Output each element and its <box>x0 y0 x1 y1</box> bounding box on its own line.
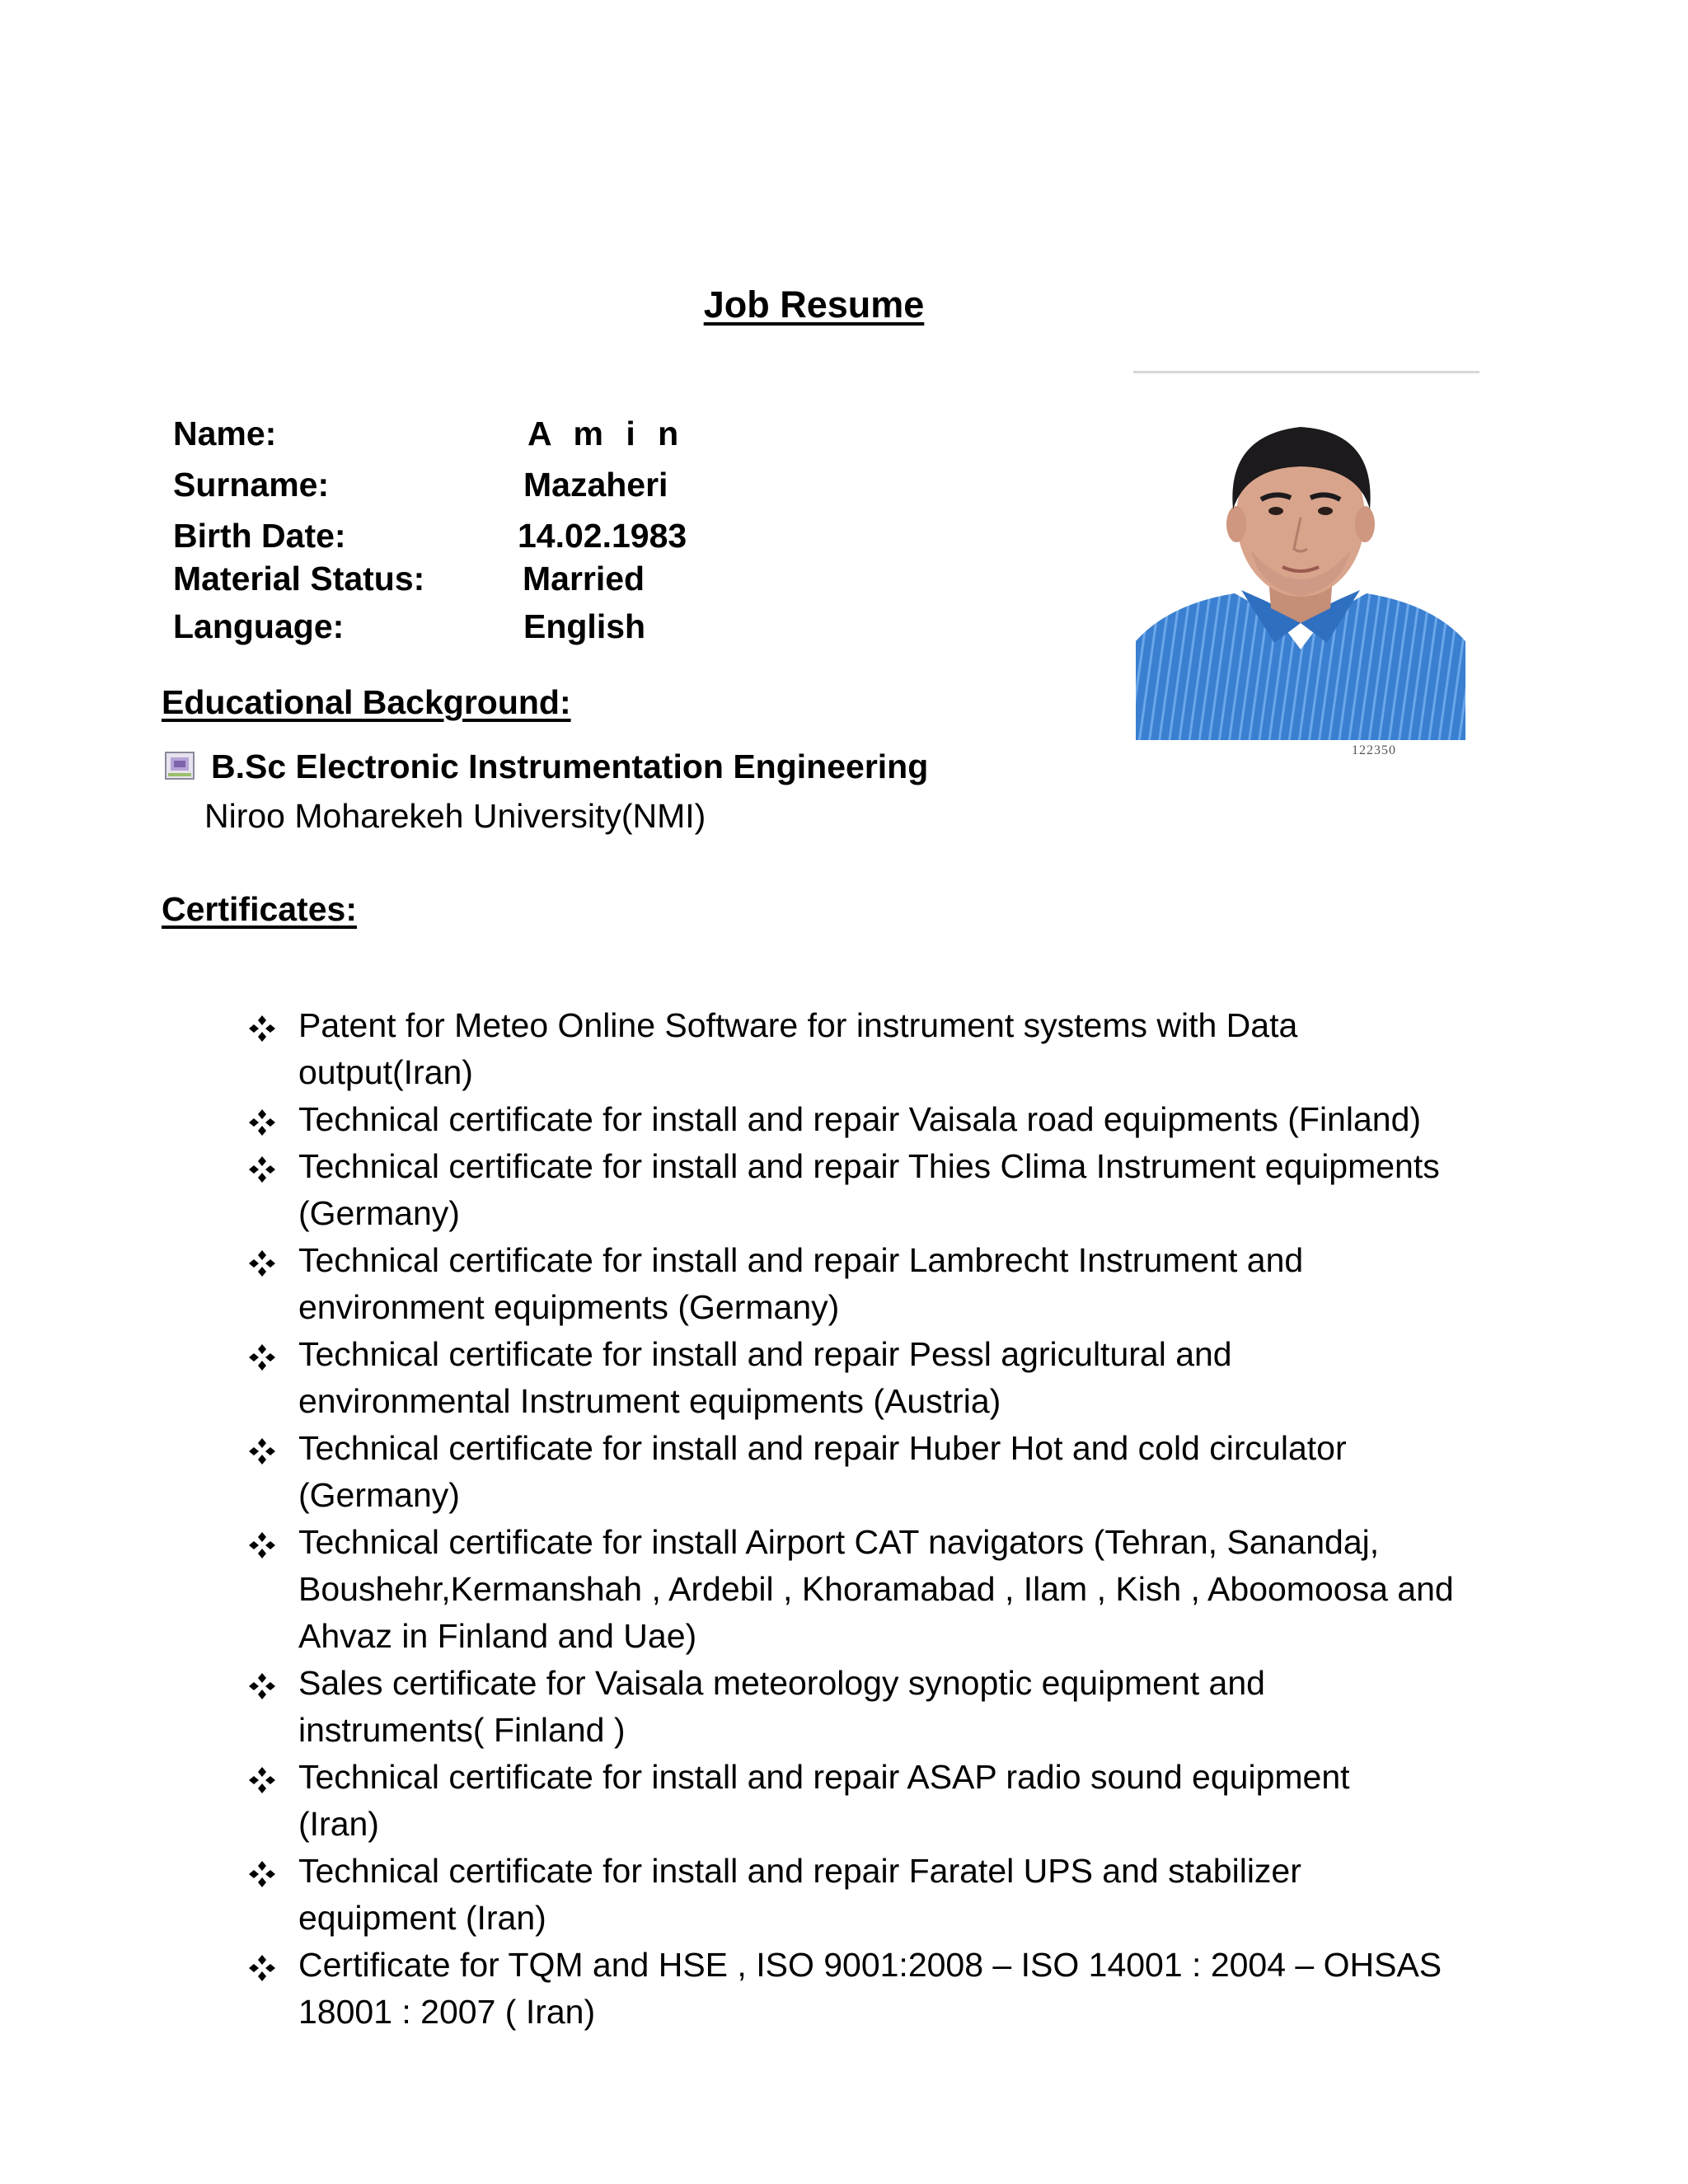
diamond-bullet-icon <box>247 1249 277 1278</box>
education-heading: Educational Background: <box>162 683 571 721</box>
language-value: English <box>523 607 646 645</box>
diamond-bullet-icon <box>247 1436 277 1466</box>
certificate-line-1: Technical certificate for install and repair Pessl agricultural and <box>298 1335 1232 1373</box>
certificate-item <box>247 1425 1533 1519</box>
certificate-item <box>247 1143 1533 1237</box>
certificate-line-2: (Germany) <box>298 1476 460 1514</box>
certificate-line-2: output(Iran) <box>298 1053 473 1091</box>
certificates-list <box>247 1002 1533 2036</box>
certificate-item <box>247 1519 1533 1660</box>
photo-divider <box>1133 371 1479 373</box>
certificate-line-2: Boushehr,Kermanshah , Ardebil , Khoramabad , Ilam , Kish , Aboomoosa and <box>298 1570 1454 1608</box>
certificate-line-2: (Germany) <box>298 1194 460 1232</box>
profile-photo <box>1136 402 1465 740</box>
certificate-item <box>247 1237 1533 1331</box>
diamond-bullet-icon <box>247 1108 277 1137</box>
certificate-line-1: Certificate for TQM and HSE , ISO 9001:2008 – ISO 14001 : 2004 – OHSAS <box>298 1946 1442 1984</box>
degree <box>165 743 928 790</box>
certificates-heading: Certificates: <box>162 890 357 928</box>
diamond-bullet-icon <box>247 1953 277 1983</box>
certificate-line-2: environmental Instrument equipments (Austria) <box>298 1382 1001 1420</box>
birth-date-label: Birth Date: <box>173 517 346 555</box>
certificate-line-1: Technical certificate for install and repair Faratel UPS and stabilizer <box>298 1852 1301 1890</box>
name-label: Name: <box>173 415 277 452</box>
certificate-line-1: Technical certificate for install and repair Thies Clima Instrument equipments <box>298 1147 1440 1185</box>
certificate-item <box>247 1754 1533 1848</box>
page-title: Job Resume <box>703 284 925 326</box>
certificate-item <box>247 1096 1533 1143</box>
certificate-item <box>247 1331 1533 1425</box>
birth-date-value: 14.02.1983 <box>518 517 687 555</box>
certificate-item <box>247 1002 1533 1096</box>
diamond-bullet-icon <box>247 1671 277 1701</box>
diamond-bullet-icon <box>247 1765 277 1795</box>
certificate-line-1: Technical certificate for install and repair Vaisala road equipments (Finland) <box>298 1100 1422 1138</box>
degree-title: B.Sc Electronic Instrumentation Engineering <box>211 748 929 785</box>
diamond-bullet-icon <box>247 1343 277 1372</box>
certificate-line-1: Patent for Meteo Online Software for instrument systems with Data <box>298 1006 1298 1044</box>
certificate-item <box>247 1848 1533 1942</box>
diamond-bullet-icon <box>247 1859 277 1889</box>
certificate-line-1: Sales certificate for Vaisala meteorology synoptic equipment and <box>298 1664 1265 1702</box>
profile-photo-drawing <box>1136 402 1465 740</box>
certificate-line-2: environment equipments (Germany) <box>298 1288 840 1326</box>
language-label: Language: <box>173 607 345 645</box>
certificate-line-1: Technical certificate for install and repair ASAP radio sound equipment <box>298 1758 1350 1796</box>
certificate-line-2: 18001 : 2007 ( Iran) <box>298 1993 596 2031</box>
certificate-line-1: Technical certificate for install and repair Huber Hot and cold circulator <box>298 1429 1347 1467</box>
picture-bullet-icon <box>165 752 195 780</box>
certificate-item <box>247 1942 1533 2036</box>
university-name: Niroo Moharekeh University(NMI) <box>204 797 706 835</box>
certificate-line-2: instruments( Finland ) <box>298 1711 626 1749</box>
surname-value: Mazaheri <box>523 466 668 504</box>
photo-number: 122350 <box>1352 743 1396 757</box>
certificate-line-2: (Iran) <box>298 1805 379 1843</box>
material-status-value: Married <box>523 560 645 598</box>
diamond-bullet-icon <box>247 1014 277 1043</box>
diamond-bullet-icon <box>247 1155 277 1184</box>
certificate-line-3: Ahvaz in Finland and Uae) <box>298 1617 697 1655</box>
material-status-label: Material Status: <box>173 560 425 598</box>
certificate-line-1: Technical certificate for install Airport CAT navigators (Tehran, Sanandaj, <box>298 1523 1380 1561</box>
certificate-item <box>247 1660 1533 1754</box>
name-value: A m i n <box>528 415 686 452</box>
diamond-bullet-icon <box>247 1530 277 1560</box>
surname-label: Surname: <box>173 466 330 504</box>
certificate-line-1: Technical certificate for install and repair Lambrecht Instrument and <box>298 1241 1304 1279</box>
certificate-line-2: equipment (Iran) <box>298 1899 546 1937</box>
